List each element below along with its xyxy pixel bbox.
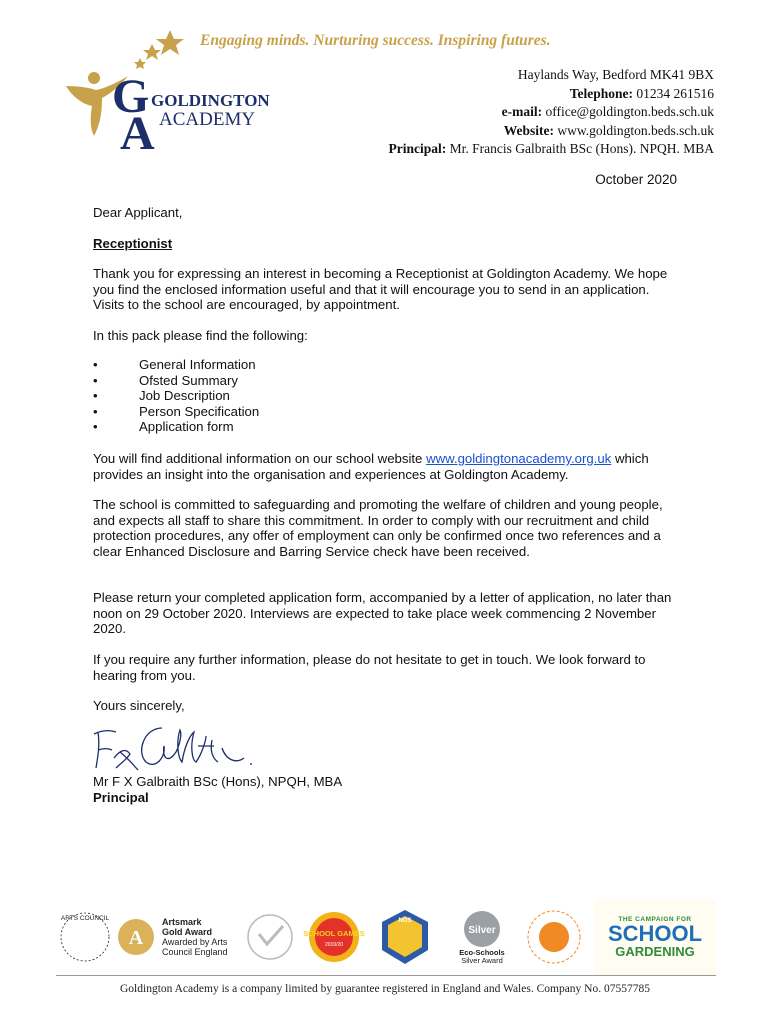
arts-council-logo xyxy=(56,899,114,975)
artsmark-logo: A Artsmark Gold Award Awarded by Arts Council England xyxy=(116,899,236,975)
paragraph-contact: If you require any further information, please do not hesitate to get in touch. We look forward to hearing from you. xyxy=(93,652,646,683)
company-registration: Goldington Academy is a company limited by guarantee registered in England and Wales. Company No. 07557785 xyxy=(120,983,650,995)
star-icon xyxy=(134,58,146,69)
school-gardening-logo: THE CAMPAIGN FOR SCHOOL GARDENING xyxy=(594,899,716,975)
svg-text:NOS: NOS xyxy=(398,918,412,924)
nos-badge-logo xyxy=(372,899,438,975)
website-link[interactable]: www.goldingtonacademy.org.uk xyxy=(426,451,612,466)
paragraph-safeguarding: The school is committed to safeguarding and promoting the welfare of children and young people, and expects all staff to share this commitment. In order to comply with our recruitment and child protection procedures, any offer of employment can only be confirmed once two references and a clear Enhanced Disclosure and Barring Service check have been received. xyxy=(93,497,663,559)
paragraph-return: Please return your completed application form, accompanied by a letter of application, no later than noon on 29 October 2020. Interviews are expected to take place week commencing 2 November 2020. xyxy=(93,590,672,637)
tagline: Engaging minds. Nurturing success. Inspiring futures. xyxy=(200,32,551,49)
list-item: • General Information xyxy=(93,357,256,372)
list-item: • Ofsted Summary xyxy=(93,372,238,388)
paragraph-website: You will find additional information on our school website www.goldingtonacademy.org.uk which provides an insight into the organisation and experiences at Goldington Academy. xyxy=(93,451,649,482)
svg-text:A: A xyxy=(120,107,155,160)
subject-heading: Receptionist xyxy=(93,236,173,251)
website-value[interactable]: www.goldington.beds.sch.uk xyxy=(557,122,714,138)
school-logo xyxy=(60,24,280,160)
svg-text:SCHOOL GAMES: SCHOOL GAMES xyxy=(303,929,365,938)
list-item: • Person Specification xyxy=(93,403,260,419)
principal-value: Mr. Francis Galbraith BSc (Hons). NPQH. MBA xyxy=(449,141,714,156)
svg-text:Silver: Silver xyxy=(468,925,496,936)
star-icon xyxy=(143,44,161,60)
svg-text:ARTS COUNCIL: ARTS COUNCIL xyxy=(60,915,110,922)
list-item: • Job Description xyxy=(93,388,230,404)
svg-text:G: G xyxy=(112,70,150,123)
accreditation-logos xyxy=(56,899,716,975)
svg-text:2019/20: 2019/20 xyxy=(324,942,344,948)
school-games-logo xyxy=(304,899,364,975)
paragraph-pack: In this pack please find the following: xyxy=(93,328,308,343)
letter-date: October 2020 xyxy=(595,172,677,187)
star-icon xyxy=(156,30,184,55)
address-line: Haylands Way, Bedford MK41 9BX xyxy=(517,67,714,82)
logo-text-goldington: GOLDINGTON xyxy=(151,91,270,110)
email-value[interactable]: office@goldington.beds.sch.uk xyxy=(545,104,714,119)
footer-divider xyxy=(56,975,716,976)
school-award-logo xyxy=(522,899,586,975)
quality-mark-logo xyxy=(242,899,298,975)
closing: Yours sincerely, xyxy=(93,698,185,713)
website-label: Website: xyxy=(503,122,554,138)
pack-list xyxy=(93,357,259,435)
paragraph-intro: Thank you for expressing an interest in becoming a Receptionist at Goldington Academy. We hope you find the enclosed information useful and that it will encourage you to send in an application. Visits to the school are encouraged, by appointment. xyxy=(93,266,668,313)
telephone-value: 01234 261516 xyxy=(636,85,714,101)
principal-label: Principal: xyxy=(388,141,447,156)
contact-block xyxy=(389,66,715,159)
list-item: • Application form xyxy=(93,419,234,435)
svg-text:A: A xyxy=(128,927,144,949)
logo-text-academy: ACADEMY xyxy=(159,109,256,130)
signature xyxy=(90,718,270,778)
eco-schools-silver-logo: Silver Eco-Schools Silver Award xyxy=(450,899,514,975)
telephone-label: Telephone: xyxy=(569,85,633,101)
signer-name: Mr F X Galbraith BSc (Hons), NPQH, MBA xyxy=(93,774,343,789)
salutation: Dear Applicant, xyxy=(93,205,183,220)
signer-title: Principal xyxy=(93,790,149,805)
email-label: e-mail: xyxy=(501,104,543,119)
